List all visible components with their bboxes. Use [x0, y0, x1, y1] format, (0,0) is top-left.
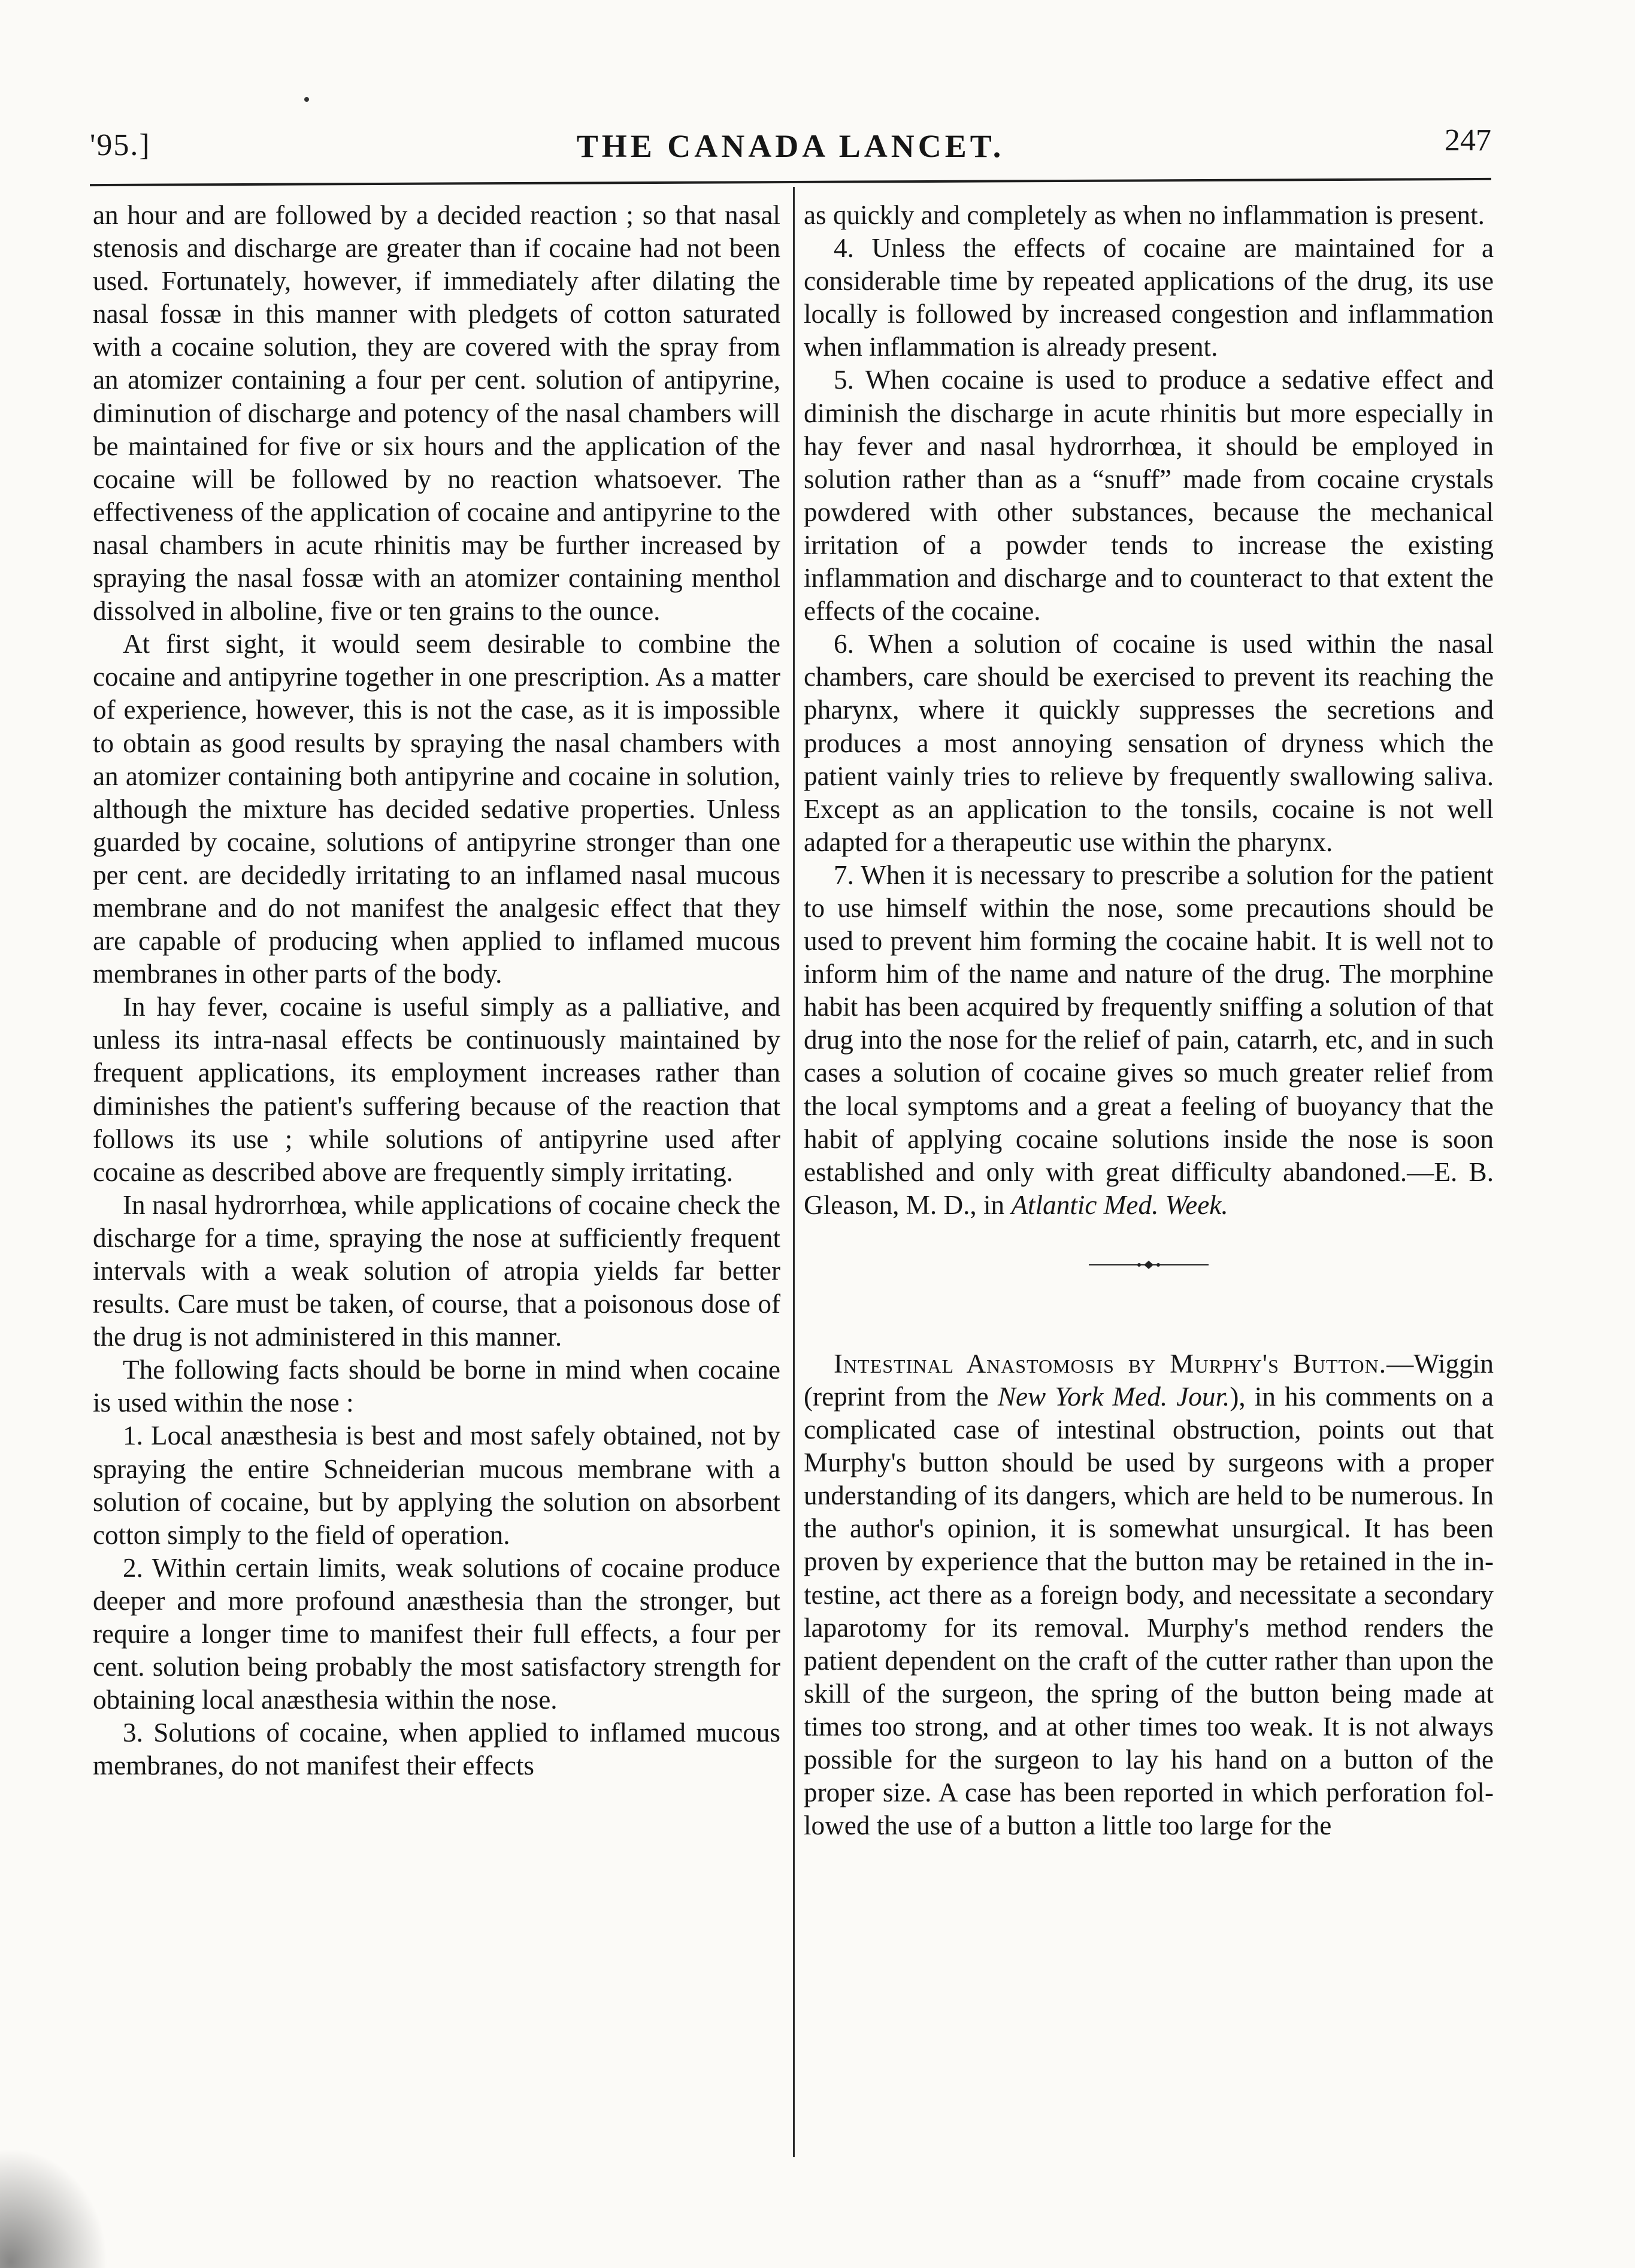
paragraph: In hay fever, cocaine is useful simply as a palliative, and unless its intra-nasal effects be continuously maintained by frequent applications, its employment increases rather than diminishes the patient's suffering because of the reaction that follows its use ; while solutions of antipyrine used after cocaine as described above are frequently simply irritating. [93, 992, 780, 1187]
paragraph: an hour and are followed by a decided reaction ; so that nasal stenosis and discharge are greater than if cocaine had not been used. Fortunately, however, if immediately after dilating the nasal fossæ in this manner with pledgets of cotton saturated with a cocaine solution, they are covered with the spray from an atomizer containing a four per cent. solution of antipyrine, diminution of discharge and potency of the nasal chambers will be maintained for five or six hours and the application of the cocaine will be followed by no reaction whatsoever. The effectiveness of the application of cocaine and antipyrine to the nasal chambers in acute rhinitis may be further increased by spraying the nasal fossæ with an atomizer containing menthol dissolved in alboline, five or ten grains to the ounce. [93, 200, 780, 626]
page-smudge [0, 2148, 108, 2268]
numbered-fact: 6. When a solution of cocaine is used within the nasal chambers, care should be exercised to prevent its reaching the pharynx, where it quickly suppresses the secretions and produces a most annoying sensation of dryness which the patient vainly tries to relieve by frequently swallowing saliva. Except as an application to the tonsils, cocaine is not well adapted for a therapeutic use within the pharynx. [804, 629, 1494, 857]
paragraph: In nasal hydrorrhœa, while applications of cocaine check the discharge for a time, spraying the nose at sufficiently frequent intervals with a weak solution of atropia yields far better results. Care must be taken, of course, that a poisonous dose of the drug is not administered in this manner. [93, 1189, 780, 1352]
ink-speck [304, 97, 309, 102]
page-number: 247 [1445, 123, 1491, 158]
article-paragraph [804, 1348, 1494, 1842]
journal-title: THE CANADA LANCET. [576, 128, 1005, 164]
article-heading: Intestinal Anastomosis by Murphy's Button. [834, 1348, 1387, 1379]
running-header [90, 123, 1491, 177]
paragraph: as quickly and completely as when no inflammation is present. [804, 200, 1485, 230]
journal-name: New York Med. Jour. [997, 1382, 1230, 1412]
header-volume-year: '95.] [90, 128, 151, 162]
numbered-fact: 4. Unless the effects of cocaine are maintained for a considerable time by repeated applications of the drug, its use locally is followed by increased congestion and inflammation when inflammation is already present. [804, 233, 1494, 362]
fact-text: 7. When it is necessary to prescribe a solution for the patient to use himself within the nose, some precautions should be used to prevent him forming the cocaine habit. It is well not to inform him of the name and nature of the drug. The morphine habit has been acquired by frequently sniffing a solution of that drug into the nose for the relief of pain, catarrh, etc, and in such cases a solution of cocaine gives so much greater relief from the local symptoms and a great a feeling of buoyancy that the habit of applying cocaine solutions inside the nose is soon established and only with great difficulty abandoned.—E. B. Gleason, M. D., in [804, 859, 1494, 1220]
numbered-fact [804, 859, 1494, 1222]
paragraph: At first sight, it would seem desirable to combine the cocaine and antipyrine together in one prescription. As a matter of experience, however, this is not the case, as it is impossible to obtain as good results by spraying the nasal chambers with an atomizer containing both antipyrine and cocaine in solution, although the mixture has decided sedative properties. Unless guarded by cocaine, solutions of antipyrine stronger than one per cent. are decidedly irritating to an inflamed nasal mucous membrane and do not manifest the analgesic effect that they are capable of producing when applied to inflamed mucous membranes in other parts of the body. [93, 629, 780, 989]
column-divider [793, 187, 795, 2157]
article-text: —Wiggin (reprint from the [804, 1348, 1494, 1412]
citation-source: Atlantic Med. Week. [1011, 1189, 1228, 1220]
numbered-fact: 3. Solutions of cocaine, when applied to inflamed mucous membranes, do not manifest their effects [93, 1718, 780, 1781]
right-column [804, 199, 1494, 1842]
paragraph: The following facts should be borne in mind when cocaine is used within the nose : [93, 1355, 780, 1418]
section-ornament [804, 1246, 1494, 1258]
numbered-fact: 5. When cocaine is used to produce a sedative effect and diminish the discharge in acute rhinitis but more especially in hay fever and nasal hydrorrhœa, it should be employed in solution rather than as a “snuff” made from cocaine crystals powdered with other substances, because the mechanical irritation of a powder tends to increase the existing inflammation and discharge and to counteract to that extent the effects of the cocaine. [804, 365, 1494, 626]
header-rule [90, 178, 1491, 186]
left-column [93, 199, 780, 1783]
numbered-fact: 1. Local anæsthesia is best and most safely obtained, not by spraying the entire Schneiderian mucous membrane with a solution of cocaine, but by applying the solution on absorbent cotton simply to the field of operation. [93, 1421, 780, 1550]
article-text: ), in his comments on a complicated case of intestinal obstruction, points out that Murphy's button should be used by surgeons with a proper understanding of its dangers, which are held to be numerous. In the author's opinion, it is somewhat unsurgical. It has been proven by experience that the button may be retained in the intestine, act there as a foreign body, and necessitate a secondary laparotomy for its removal. Murphy's method renders the patient dependent on the craft of the cutter rather than upon the skill of the surgeon, the spring of the button being made at times too strong, and at other times too weak. It is not always possible for the surgeon to lay his hand on a button of the proper size. A case has been reported in which perforation followed the use of a button a little too large for the [804, 1382, 1494, 1841]
numbered-fact: 2. Within certain limits, weak solutions of cocaine produce deeper and more profound anæsthesia than the stronger, but require a longer time to manifest their full effects, a four per cent. solution being probably the most satisfactory strength for obtaining local anæsthesia within the nose. [93, 1552, 780, 1715]
